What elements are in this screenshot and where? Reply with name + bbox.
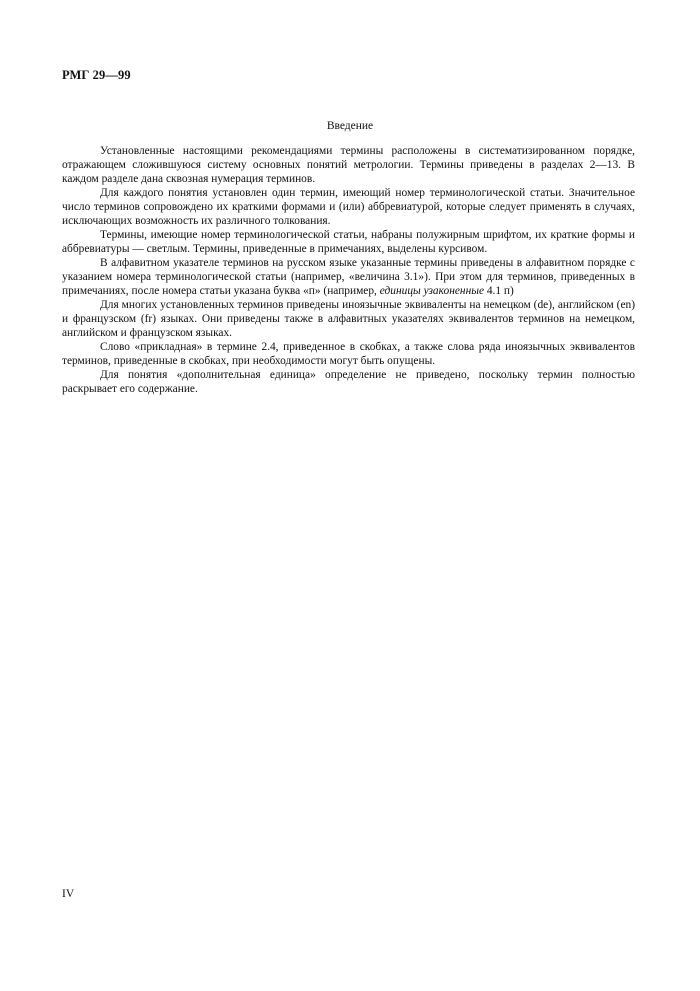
- paragraph-3: Термины, имеющие номер терминологической статьи, набраны полужирным шрифтом, их краткие формы и аббревиатуры — светлым. Термины, приведенные в примечаниях, выделены курсивом.: [62, 229, 635, 255]
- paragraph-6: Слово «прикладная» в термине 2.4, приведенное в скобках, а также слова ряда иноязычных эквивалентов терминов, приведенные в скобках, при необходимости могут быть опущены.: [62, 341, 635, 367]
- paragraph-7: Для понятия «дополнительная единица» определение не приведено, поскольку термин полностью раскрывает его содержание.: [62, 369, 635, 395]
- body-text: [62, 144, 635, 396]
- paragraph-4-text-b: 4.1 п): [484, 285, 514, 297]
- document-code-header: РМГ 29—99: [62, 68, 131, 82]
- paragraph-1: Установленные настоящими рекомендациями термины расположены в систематизированном порядке, отражающем сложившуюся систему основных понятий метрологии. Термины приведены в разделах 2—13. В каждом разделе дана сквозная нумерация терминов.: [62, 145, 635, 185]
- paragraph-2: Для каждого понятия установлен один термин, имеющий номер терминологической статьи. Значительное число терминов сопровождено их краткими формами и (или) аббревиатурой, которые следует применять в случаях, исключающих возможность их различного толкования.: [62, 187, 635, 227]
- paragraph-5: Для многих установленных терминов приведены иноязычные эквиваленты на немецком (de), английском (en) и французском (fr) языках. Они приведены также в алфавитных указателях эквивалентов терминов на немецком, английском и французском языках.: [62, 299, 635, 339]
- page-number: IV: [62, 888, 75, 900]
- paragraph-4-italic-term: единицы узаконенные: [379, 285, 484, 297]
- paragraph-4: [62, 256, 635, 298]
- section-title: [0, 120, 700, 132]
- section-title-text: Введение: [326, 120, 374, 132]
- paragraph-4-text-a: В алфавитном указателе терминов на русском языке указанные термины приведены в алфавитном порядке с указанием номера терминологической статьи (например, «величина 3.1»). При этом для терминов, приведенных в примечаниях, после номера статьи указана буква «п» (например,: [62, 257, 635, 297]
